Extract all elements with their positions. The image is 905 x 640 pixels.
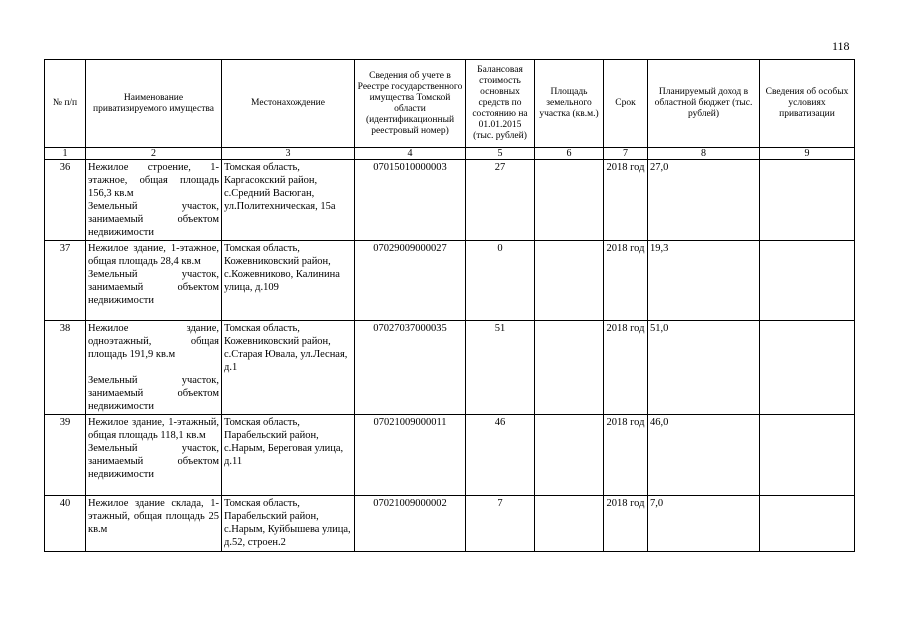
planned-income: 46,0 bbox=[648, 415, 760, 496]
page-number: 118 bbox=[832, 39, 850, 53]
row-number: 39 bbox=[45, 415, 86, 496]
column-number: 7 bbox=[604, 148, 648, 160]
row-number: 40 bbox=[45, 496, 86, 552]
property-name-line: Нежилое здание, 1-этажное, общая площадь 28,4 кв.м bbox=[88, 243, 219, 267]
header-land-area: Площадь земельного участка (кв.м.) bbox=[535, 60, 604, 148]
table-row bbox=[45, 241, 855, 321]
property-name-line: Нежилое здание, 1-этажный, общая площадь 118,1 кв.м bbox=[88, 417, 219, 441]
table-row bbox=[45, 496, 855, 552]
property-location: Томская область, Кожевниковский район, с.Старая Ювала, ул.Лесная, д.1 bbox=[222, 321, 355, 415]
registry-number: 07021009000002 bbox=[355, 496, 466, 552]
privatization-term: 2018 год bbox=[604, 241, 648, 321]
property-location: Томская область, Кожевниковский район, с.Кожевниково, Калинина улица, д.109 bbox=[222, 241, 355, 321]
column-number: 6 bbox=[535, 148, 604, 160]
row-number: 38 bbox=[45, 321, 86, 415]
property-name-line: Нежилое строение, 1-этажное, общая площадь 156,3 кв.м bbox=[88, 162, 219, 199]
land-area bbox=[535, 496, 604, 552]
book-value: 0 bbox=[466, 241, 535, 321]
privatization-table bbox=[44, 59, 855, 552]
column-number: 8 bbox=[648, 148, 760, 160]
header-book-value: Балансовая стоимость основных средств по состоянию на 01.01.2015 (тыс. рублей) bbox=[466, 60, 535, 148]
property-name bbox=[86, 415, 222, 496]
header-income: Планируемый доход в областной бюджет (тыс. рублей) bbox=[648, 60, 760, 148]
property-name-blank-line bbox=[88, 361, 219, 374]
special-conditions bbox=[760, 415, 855, 496]
property-name-line: Земельный участок, занимаемый объектом недвижимости bbox=[88, 201, 219, 238]
column-number: 5 bbox=[466, 148, 535, 160]
land-area bbox=[535, 415, 604, 496]
planned-income: 7,0 bbox=[648, 496, 760, 552]
land-area bbox=[535, 241, 604, 321]
column-number: 1 bbox=[45, 148, 86, 160]
column-number: 2 bbox=[86, 148, 222, 160]
privatization-term: 2018 год bbox=[604, 160, 648, 241]
registry-number: 07015010000003 bbox=[355, 160, 466, 241]
planned-income: 51,0 bbox=[648, 321, 760, 415]
table-row bbox=[45, 415, 855, 496]
header-name: Наименование приватизируемого имущества bbox=[86, 60, 222, 148]
special-conditions bbox=[760, 496, 855, 552]
special-conditions bbox=[760, 160, 855, 241]
column-number: 4 bbox=[355, 148, 466, 160]
property-location: Томская область, Каргасокский район, с.Средний Васюган, ул.Политехническая, 15а bbox=[222, 160, 355, 241]
book-value: 46 bbox=[466, 415, 535, 496]
row-number: 37 bbox=[45, 241, 86, 321]
book-value: 51 bbox=[466, 321, 535, 415]
header-location: Местонахождение bbox=[222, 60, 355, 148]
privatization-term: 2018 год bbox=[604, 415, 648, 496]
privatization-term: 2018 год bbox=[604, 496, 648, 552]
property-name-line: Нежилое здание, одноэтажный, общая площадь 191,9 кв.м bbox=[88, 323, 219, 360]
property-location: Томская область, Парабельский район, с.Нарым, Куйбышева улица, д.52, строен.2 bbox=[222, 496, 355, 552]
registry-number: 07027037000035 bbox=[355, 321, 466, 415]
land-area bbox=[535, 321, 604, 415]
column-number: 9 bbox=[760, 148, 855, 160]
table-row bbox=[45, 321, 855, 415]
header-conditions: Сведения об особых условиях приватизации bbox=[760, 60, 855, 148]
planned-income: 27,0 bbox=[648, 160, 760, 241]
property-name-line: Нежилое здание склада, 1-этажный, общая площадь 25 кв.м bbox=[88, 498, 219, 535]
land-area bbox=[535, 160, 604, 241]
property-name-line: Земельный участок, занимаемый объектом недвижимости bbox=[88, 375, 219, 412]
row-number: 36 bbox=[45, 160, 86, 241]
table-row bbox=[45, 160, 855, 241]
column-number: 3 bbox=[222, 148, 355, 160]
property-name bbox=[86, 496, 222, 552]
header-number: № п/п bbox=[45, 60, 86, 148]
special-conditions bbox=[760, 321, 855, 415]
header-registry: Сведения об учете в Реестре государственного имущества Томской области (идентификационный реестровый номер) bbox=[355, 60, 466, 148]
registry-number: 07021009000011 bbox=[355, 415, 466, 496]
book-value: 7 bbox=[466, 496, 535, 552]
property-name-line: Земельный участок, занимаемый объектом недвижимости bbox=[88, 443, 219, 480]
book-value: 27 bbox=[466, 160, 535, 241]
property-location: Томская область, Парабельский район, с.Нарым, Береговая улица, д.11 bbox=[222, 415, 355, 496]
property-name bbox=[86, 321, 222, 415]
property-name bbox=[86, 160, 222, 241]
registry-number: 07029009000027 bbox=[355, 241, 466, 321]
property-name bbox=[86, 241, 222, 321]
header-term: Срок bbox=[604, 60, 648, 148]
header-row bbox=[45, 60, 855, 148]
planned-income: 19,3 bbox=[648, 241, 760, 321]
privatization-term: 2018 год bbox=[604, 321, 648, 415]
column-number-row bbox=[45, 148, 855, 160]
special-conditions bbox=[760, 241, 855, 321]
property-name-line: Земельный участок, занимаемый объектом недвижимости bbox=[88, 269, 219, 306]
